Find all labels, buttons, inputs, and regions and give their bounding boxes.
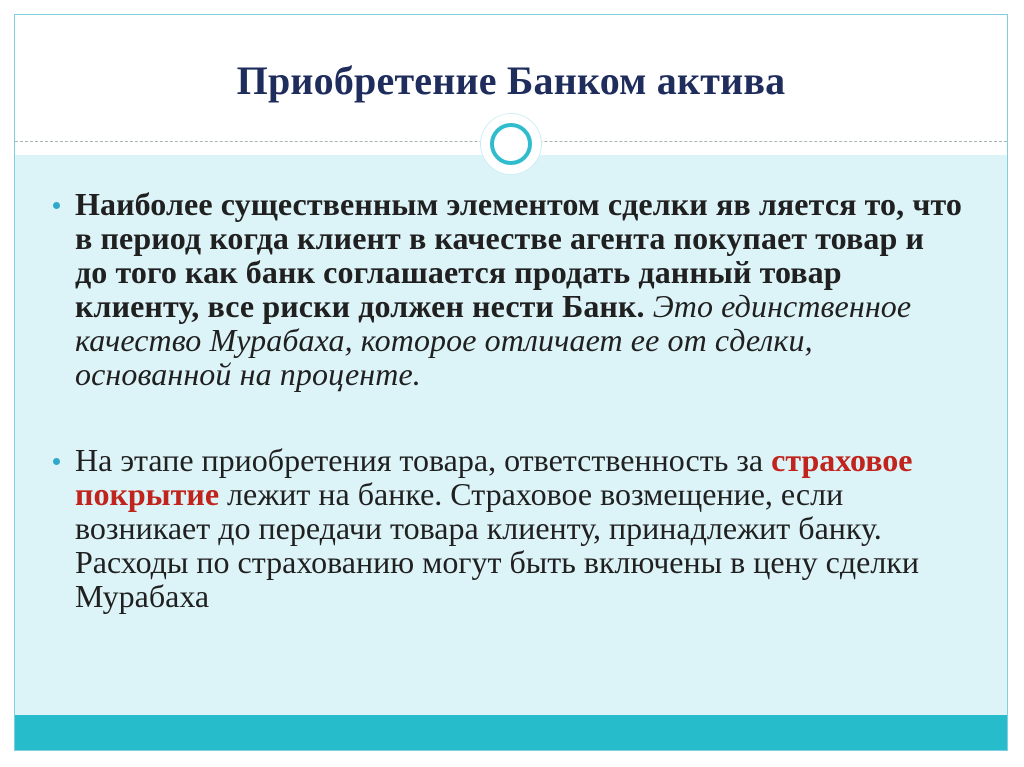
bullet-text-after: лежит на банке. Страховое возмещение, если возникает до передачи товара клиенту, принадлежит банку. Расходы по страхованию могут быть включены в цену сделки Мурабаха <box>75 476 919 614</box>
bullet-item-insurance <box>53 443 963 613</box>
bullet-bold-text: Наиболее существенным элементом сделки яв ляется то, что в период когда клиент в качестве агента покупает товар и до того как банк соглашается продать данный товар клиенту, все риски должен нести Банк. <box>75 186 962 324</box>
bullet-dot-icon <box>53 458 60 465</box>
bottom-accent-bar <box>15 715 1007 750</box>
slide-frame <box>14 14 1008 751</box>
bullet-text-before: На этапе приобретения товара, ответственность за <box>75 442 764 478</box>
bullet-highlight: страховое покрытие <box>75 442 913 512</box>
circle-ornament-icon <box>481 114 541 174</box>
bullet-dot-icon <box>53 202 60 209</box>
bullet-italic-text: Это единственное качество Мурабаха, которое отличает ее от сделки, основанной на проценте. <box>75 288 912 392</box>
bullet-list <box>53 187 963 613</box>
bullet-item-risk <box>53 187 963 391</box>
ring-icon <box>490 123 532 165</box>
slide-title: Приобретение Банком актива <box>236 58 786 103</box>
